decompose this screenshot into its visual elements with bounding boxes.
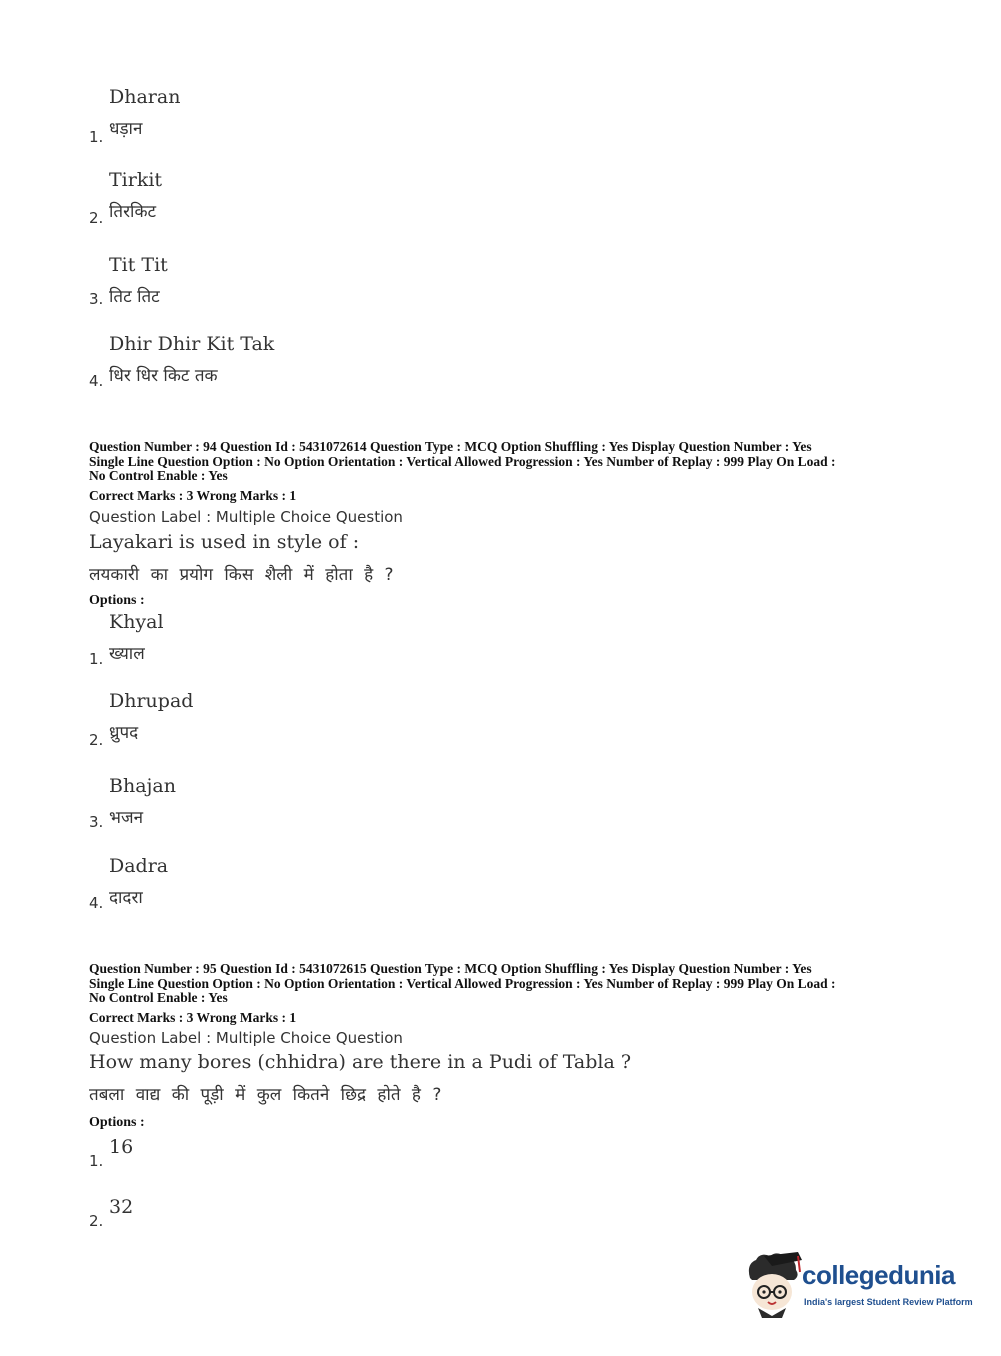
option-text-hi: तिरकिट — [109, 202, 157, 222]
question-95-text-en: How many bores (chhidra) are there in a Pudi of Tabla ? — [89, 1051, 632, 1073]
option-text-en: Tirkit — [109, 169, 163, 191]
meta-line: No Control Enable : Yes — [89, 990, 228, 1005]
option-number: 3. — [89, 290, 104, 308]
question-94-options-label: Options : — [89, 593, 145, 608]
logo-brand-text: collegedunia — [802, 1260, 955, 1290]
option-text-hi: भजन — [109, 808, 143, 828]
question-95-label: Question Label : Multiple Choice Question — [89, 1029, 403, 1047]
option-number: 3. — [89, 813, 104, 831]
question-95-metadata — [89, 962, 919, 1006]
question-94-label: Question Label : Multiple Choice Question — [89, 508, 403, 526]
option-number: 1. — [89, 1152, 104, 1170]
option-text-en: 16 — [109, 1136, 134, 1158]
option-text-hi: दादरा — [109, 888, 143, 908]
question-95-options-label: Options : — [89, 1115, 145, 1130]
meta-line: Question Number : 95 Question Id : 5431072615 Question Type : MCQ Option Shuffling : Yes Display Question Number : Yes — [89, 961, 812, 976]
logo-tagline: India's largest Student Review Platform — [804, 1297, 973, 1307]
option-number: 2. — [89, 731, 104, 749]
option-text-en: Dhir Dhir Kit Tak — [109, 333, 275, 355]
option-number: 1. — [89, 128, 104, 146]
option-number: 1. — [89, 650, 104, 668]
option-number: 4. — [89, 894, 104, 912]
option-text-hi: ध्रुपद — [109, 723, 139, 743]
mascot-icon — [742, 1250, 804, 1318]
option-number: 2. — [89, 1212, 104, 1230]
option-number: 4. — [89, 372, 104, 390]
option-text-en: Dhrupad — [109, 690, 194, 712]
option-text-en: Dharan — [109, 86, 181, 108]
option-text-en: Khyal — [109, 611, 164, 633]
option-number: 2. — [89, 209, 104, 227]
question-94-metadata — [89, 440, 919, 484]
option-text-en: Bhajan — [109, 775, 176, 797]
meta-line: Single Line Question Option : No Option Orientation : Vertical Allowed Progression : Yes Number of Replay : 999 Play On Load : — [89, 975, 836, 991]
question-94-marks: Correct Marks : 3 Wrong Marks : 1 — [89, 488, 297, 503]
option-text-hi: ख्याल — [109, 644, 145, 664]
meta-line: Single Line Question Option : No Option Orientation : Vertical Allowed Progression : Yes Number of Replay : 999 Play On Load : — [89, 453, 836, 469]
question-95-marks: Correct Marks : 3 Wrong Marks : 1 — [89, 1010, 297, 1025]
option-text-hi: तिट तिट — [109, 287, 160, 307]
question-94-text-en: Layakari is used in style of : — [89, 531, 360, 553]
option-text-en: Tit Tit — [109, 254, 168, 276]
collegedunia-logo — [742, 1250, 972, 1318]
question-94-text-hi: लयकारी का प्रयोग किस शैली में होता है ? — [89, 565, 394, 585]
option-text-hi: धिर धिर किट तक — [109, 366, 218, 386]
option-text-hi: धड़ान — [109, 119, 143, 139]
option-text-en: Dadra — [109, 855, 169, 877]
meta-line: Question Number : 94 Question Id : 5431072614 Question Type : MCQ Option Shuffling : Yes Display Question Number : Yes — [89, 439, 812, 454]
meta-line: No Control Enable : Yes — [89, 468, 228, 483]
option-text-en: 32 — [109, 1196, 134, 1218]
question-95-text-hi: तबला वाद्य की पूड़ी में कुल कितने छिद्र होते है ? — [89, 1085, 442, 1105]
